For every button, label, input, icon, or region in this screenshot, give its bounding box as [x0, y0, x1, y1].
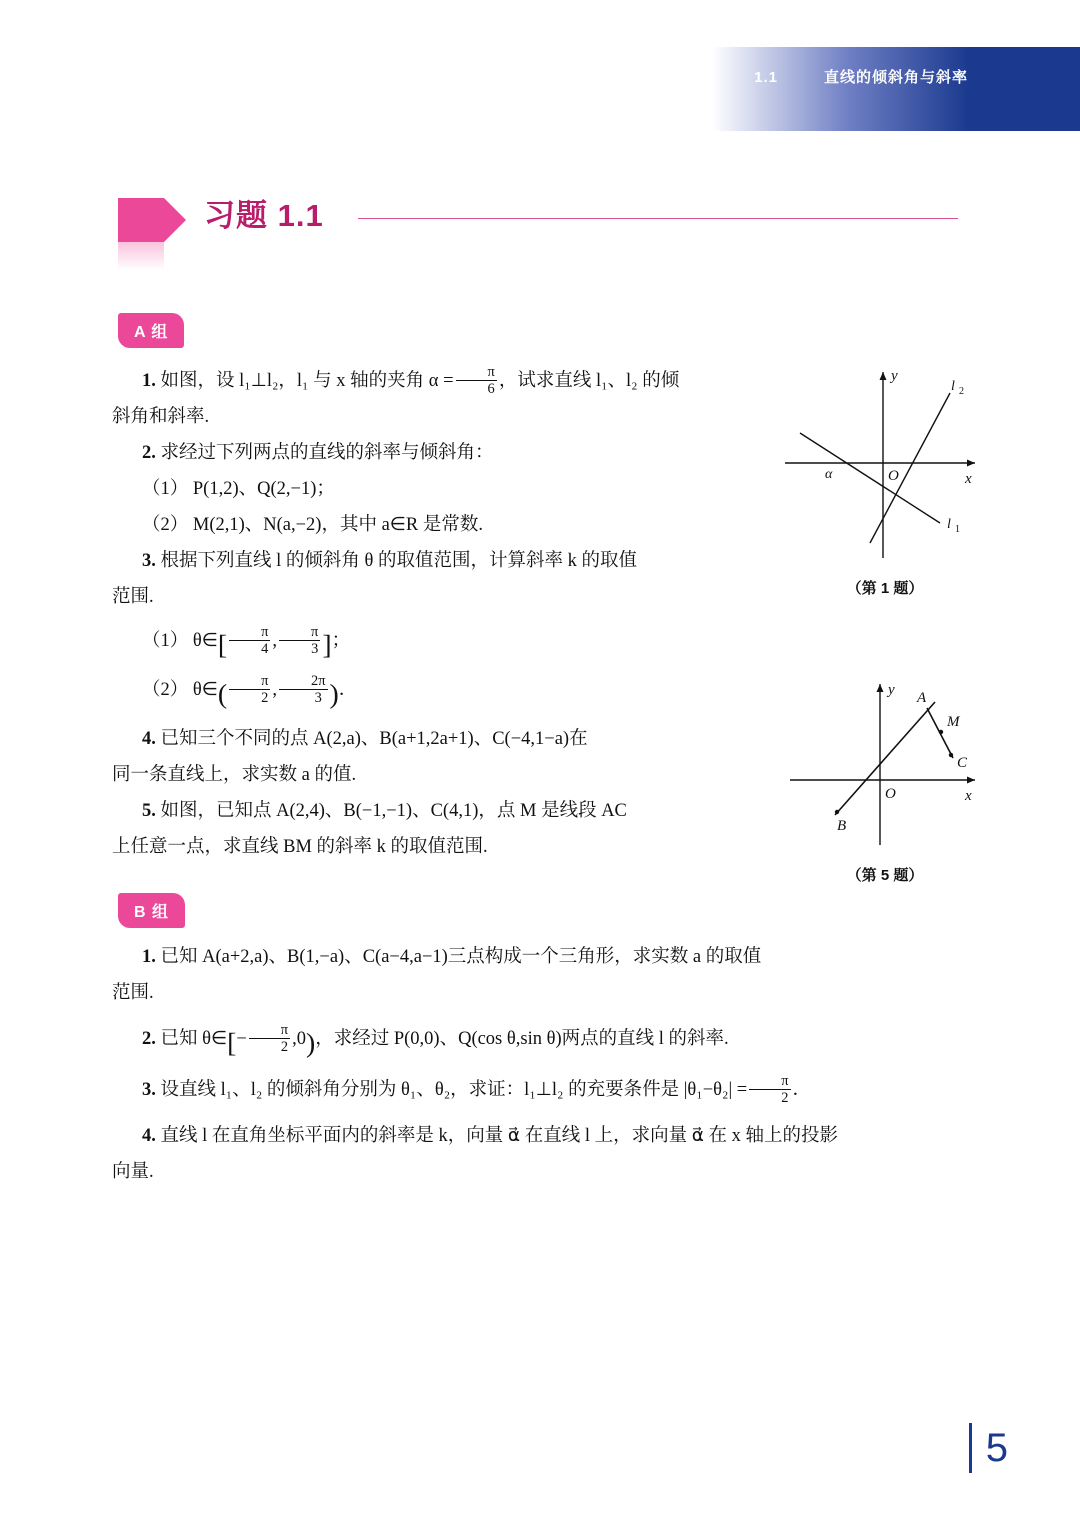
svg-text:x: x [965, 788, 972, 804]
question-a2-item1: （1） P(1,2)、Q(2,−1)； [142, 479, 335, 500]
question-a1-text-part1: 如图，设 l₁⊥l₂，l₁ 与 x 轴的夹角 α = [160, 371, 454, 392]
fraction-pi-2: $\frac{\pi}{2}$ [749, 1073, 790, 1106]
arrow-marker-icon [118, 198, 184, 242]
svg-text:y: y [891, 368, 898, 384]
question-a2 [112, 436, 762, 470]
question-b1-number: 1. [142, 947, 156, 967]
svg-text:O: O [888, 468, 899, 484]
question-a2-item2: （2） M(2,1)、N(a,−2)，其中 a∈R 是常数. [142, 515, 484, 536]
question-b2-label: 已知 θ∈ [160, 1029, 228, 1050]
figure-question-5 [775, 670, 995, 885]
page-number: 5 [985, 1425, 1008, 1470]
title-divider [358, 218, 958, 219]
svg-text:A: A [917, 690, 927, 706]
question-b2-number: 2. [142, 1029, 156, 1050]
svg-text:2: 2 [959, 386, 964, 397]
question-b2-tail: ，求经过 P(0,0)、Q(cos θ,sin θ)两点的直线 l 的斜率. [315, 1029, 729, 1050]
question-a1-number: 1. [142, 371, 156, 392]
header-band [680, 47, 1080, 131]
bracket-left: [ [227, 1028, 237, 1059]
minus-sign: − [236, 1029, 247, 1050]
question-a2-number: 2. [142, 443, 156, 464]
question-a3-item1: （1） θ∈[ $\frac{\pi}{4}$ , $\frac{\pi}{3}$ ]； [142, 624, 351, 662]
header-section-title: 直线的倾斜角与斜率 [823, 69, 968, 86]
question-a3-item2-tail: ． [338, 680, 358, 701]
question-b1-text: 已知 A(a+2,a)、B(1,−a)、C(a−4,a−1)三点构成一个三角形，求实数 a 的取值 [160, 947, 762, 967]
fraction-pi-2: $\frac{\pi}{2}$ [249, 1022, 290, 1055]
svg-text:C: C [957, 755, 968, 771]
question-a1-line2: 斜角和斜率. [112, 407, 210, 428]
group-b-questions [112, 940, 952, 1191]
question-a3-text: 根据下列直线 l 的倾斜角 θ 的取值范围，计算斜率 k 的取值 [160, 551, 638, 572]
fraction-pi-4: $\frac{\pi}{4}$ [229, 624, 270, 657]
fraction-pi-6: $\frac{\pi}{6}$ [456, 364, 497, 397]
question-a4 [112, 722, 762, 756]
question-a3-line2: 范围. [112, 587, 154, 608]
question-b2 [112, 1022, 952, 1061]
section-title-row [118, 190, 958, 250]
paren-right: ) [329, 679, 339, 711]
figure-2-graphic [775, 670, 995, 855]
group-a-questions [112, 364, 762, 866]
fraction-pi-2: $\frac{\pi}{2}$ [229, 673, 270, 706]
question-b3-tail: ． [792, 1080, 812, 1101]
figure-1-caption: （第 1 题） [846, 580, 924, 597]
question-a1-text-part2: ，试求直线 l₁、l₂ 的倾 [498, 371, 680, 392]
question-b3 [112, 1073, 952, 1107]
question-a5 [112, 794, 762, 828]
question-a5-number: 5. [142, 801, 156, 822]
svg-text:1: 1 [955, 524, 960, 535]
question-a4-line2: 同一条直线上，求实数 a 的值. [112, 765, 357, 786]
page-title: 习题 1.1 [204, 198, 324, 233]
svg-text:O: O [885, 786, 896, 802]
page-footer [969, 1423, 1008, 1473]
bracket-right: ] [322, 630, 332, 662]
interval-zero: ,0 [292, 1029, 306, 1050]
bracket-left: [ [217, 630, 228, 662]
group-a-badge: A 组 [118, 313, 184, 348]
question-b4 [112, 1119, 952, 1153]
svg-text:M: M [947, 714, 960, 730]
page-number-rule [969, 1423, 972, 1473]
svg-text:B: B [837, 818, 847, 834]
question-a3-number: 3. [142, 551, 156, 572]
group-b-badge: B 组 [118, 893, 185, 928]
paren-left: ( [217, 679, 228, 711]
question-a2-text: 求经过下列两点的直线的斜率与倾斜角： [160, 443, 494, 464]
svg-text:x: x [965, 471, 972, 487]
question-b4-text: 直线 l 在直角坐标平面内的斜率是 k，向量 α⃗ 在直线 l 上，求向量 α⃗ 在 x 轴上的投影 [160, 1126, 839, 1147]
question-a4-number: 4. [142, 729, 156, 750]
question-b3-number: 3. [142, 1080, 156, 1101]
question-a3-item1-label: （1） θ∈ [142, 631, 218, 652]
question-b1 [112, 940, 952, 974]
fraction-pi-3: $\frac{\pi}{3}$ [279, 624, 320, 657]
question-b1-line2: 范围. [112, 983, 154, 1003]
svg-text:α: α [825, 467, 833, 482]
header [754, 66, 968, 87]
svg-text:l: l [951, 379, 955, 394]
question-b4-line2: 向量. [112, 1162, 154, 1183]
question-a3-item1-tail: ； [331, 631, 351, 652]
question-a3 [112, 544, 762, 578]
svg-text:l: l [947, 517, 951, 532]
question-a5-text: 如图，已知点 A(2,4)、B(−1,−1)、C(4,1)，点 M 是线段 AC [160, 801, 627, 822]
question-a4-text: 已知三个不同的点 A(2,a)、B(a+1,2a+1)、C(−4,1−a)在 [160, 729, 588, 750]
header-section-number: 1.1 [754, 69, 778, 86]
question-b3-text: 设直线 l₁、l₂ 的倾斜角分别为 θ₁、θ₂，求证：l₁⊥l₂ 的充要条件是 |θ₁−θ₂| = [160, 1080, 748, 1101]
paren-right: ) [305, 1028, 316, 1059]
fraction-2pi-3: $\frac{2\pi}{3}$ [279, 673, 328, 706]
figure-1-graphic [775, 358, 995, 568]
question-a1 [112, 364, 762, 398]
question-a5-line2: 上任意一点，求直线 BM 的斜率 k 的取值范围. [112, 837, 488, 858]
question-a3-item2: （2） θ∈( $\frac{\pi}{2}$ , $\frac{2\pi}{3}$ )． [142, 673, 358, 711]
figure-question-1 [775, 358, 995, 598]
figure-2-caption: （第 5 题） [846, 867, 924, 884]
question-a3-item2-label: （2） θ∈ [142, 680, 218, 701]
svg-text:y: y [888, 682, 895, 698]
question-b4-number: 4. [142, 1126, 156, 1147]
